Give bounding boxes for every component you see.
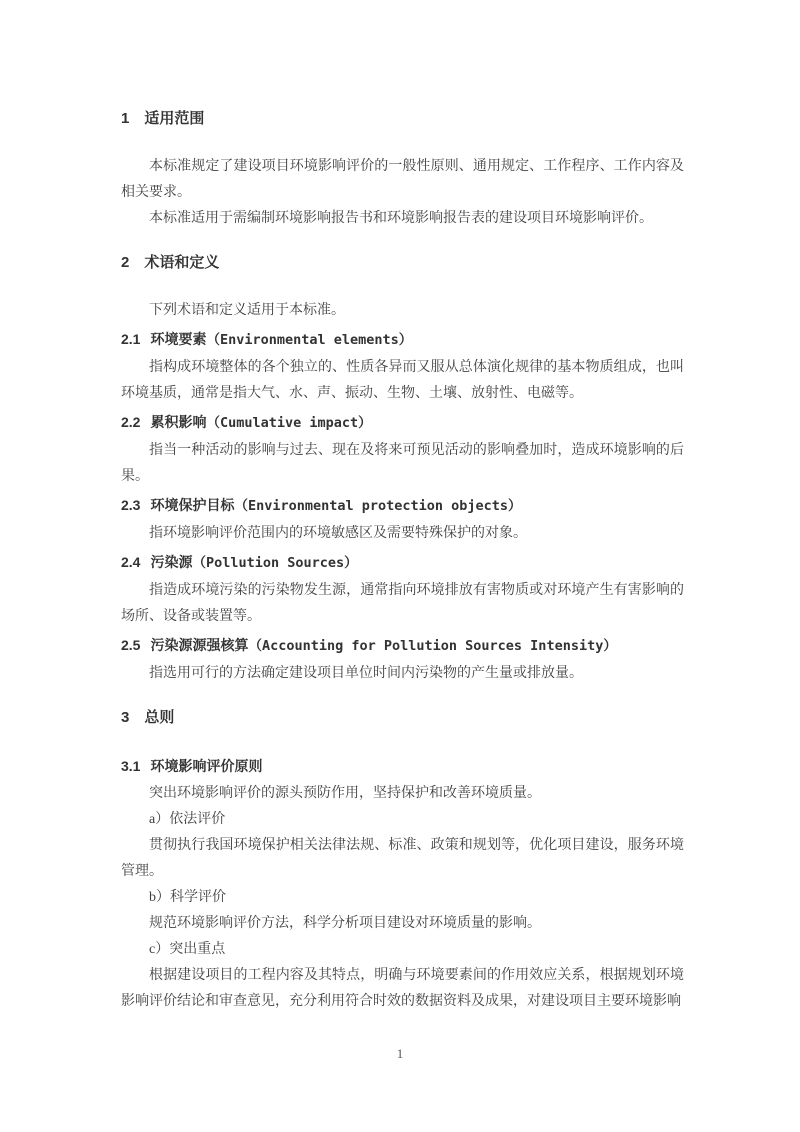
term-heading: [121, 492, 684, 519]
chapter-number: 3: [121, 709, 130, 726]
paragraph: 指选用可行的方法确定建设项目单位时间内污染物的产生量或排放量。: [149, 666, 583, 681]
term-title: 累积影响: [150, 414, 207, 430]
chapter-heading: [121, 106, 684, 132]
term-title: 环境影响评价原则: [150, 758, 263, 774]
term-number: 3.1: [121, 758, 141, 774]
term-english-name: （Cumulative impact）: [206, 415, 372, 431]
term-number: 2.2: [121, 414, 141, 430]
term-heading: [121, 549, 684, 576]
term-number: 2.5: [121, 637, 141, 653]
paragraph: 本标准适用于需编制环境影响报告书和环境影响报告表的建设项目环境影响评价。: [149, 211, 653, 226]
paragraph: 指环境影响评价范围内的环境敏感区及需要特殊保护的对象。: [149, 526, 527, 541]
chapter-number: 2: [121, 254, 130, 271]
paragraph: 突出环境影响评价的源头预防作用，坚持保护和改善环境质量。: [149, 786, 541, 801]
chapter-title: 术语和定义: [144, 254, 220, 271]
term-heading: [121, 326, 684, 353]
term-english-name: （Environmental elements）: [206, 332, 413, 348]
paragraph: 指构成环境整体的各个独立的、性质各异而又服从总体演化规律的基本物质组成，也叫环境基质，通常是指大气、水、声、振动、生物、土壤、放射性、电磁等。: [121, 360, 684, 401]
term-title: 环境要素: [150, 331, 207, 347]
page-number: 1: [396, 1046, 404, 1061]
paragraph: 指当一种活动的影响与过去、现在及将来可预见活动的影响叠加时，造成环境影响的后果。: [121, 443, 684, 484]
term-heading: [121, 409, 684, 436]
term-title: 环境保护目标: [150, 497, 235, 513]
term-number: 2.4: [121, 554, 141, 570]
term-english-name: （Pollution Sources）: [192, 555, 358, 571]
document-body: [121, 106, 684, 1015]
chapter-heading: [121, 250, 684, 276]
chapter-title: 总则: [144, 709, 175, 726]
paragraph: 根据建设项目的工程内容及其特点，明确与环境要素间的作用效应关系，根据规划环境影响评价结论和审查意见，充分利用符合时效的数据资料及成果，对建设项目主要环境影响: [121, 968, 684, 1009]
list-item: b）科学评价: [149, 890, 226, 905]
chapter-heading: [121, 705, 684, 731]
paragraph: 下列术语和定义适用于本标准。: [149, 303, 345, 318]
term-heading: [121, 632, 684, 659]
term-heading: [121, 753, 684, 779]
term-english-name: （Environmental protection objects）: [234, 498, 522, 514]
list-item: a）依法评价: [149, 812, 226, 827]
term-english-name: （Accounting for Pollution Sources Intensity）: [248, 638, 617, 654]
list-item: c）突出重点: [149, 942, 226, 957]
paragraph: 贯彻执行我国环境保护相关法律法规、标准、政策和规划等，优化项目建设，服务环境管理。: [121, 838, 684, 879]
term-title: 污染源: [150, 554, 193, 570]
chapter-title: 适用范围: [144, 110, 205, 127]
paragraph: 规范环境影响评价方法，科学分析项目建设对环境质量的影响。: [149, 916, 541, 931]
paragraph: 指造成环境污染的污染物发生源，通常指向环境排放有害物质或对环境产生有害影响的场所、设备或装置等。: [121, 583, 684, 624]
term-number: 2.1: [121, 331, 141, 347]
paragraph: 本标准规定了建设项目环境影响评价的一般性原则、通用规定、工作程序、工作内容及相关要求。: [121, 159, 684, 200]
term-title: 污染源源强核算: [150, 637, 249, 653]
term-number: 2.3: [121, 497, 141, 513]
chapter-number: 1: [121, 110, 130, 127]
